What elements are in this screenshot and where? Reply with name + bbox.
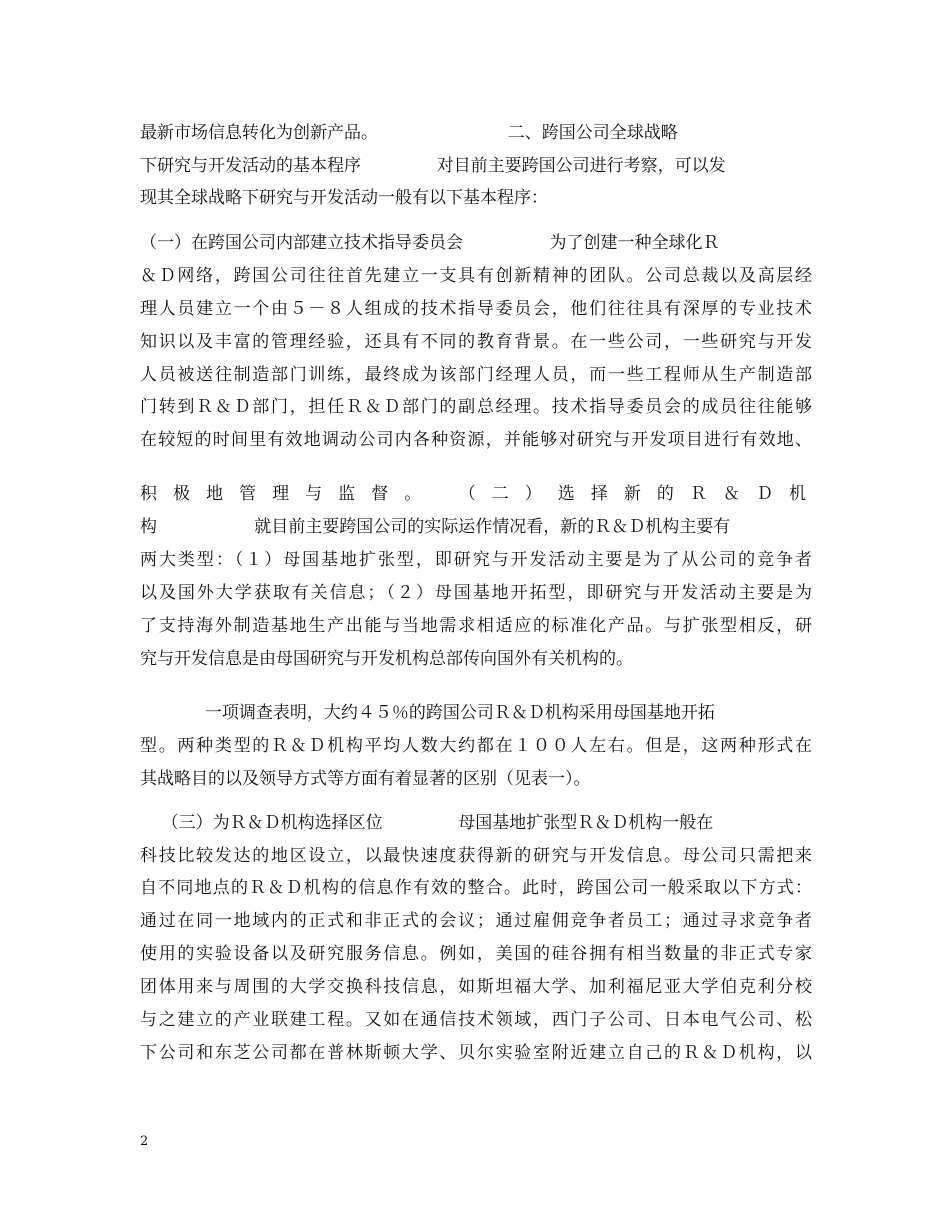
body-text-line: 门转到Ｒ＆Ｄ部门，担任Ｒ＆Ｄ部门的副总经理。技术指导委员会的成员往往能够 xyxy=(140,397,812,417)
body-text-line: 最新市场信息转化为创新产品。 二、跨国公司全球战略 xyxy=(140,123,678,143)
body-text-line: （一）在跨国公司内部建立技术指导委员会 为了创建一种全球化Ｒ xyxy=(140,233,720,253)
body-text-line: 以及国外大学获取有关信息；（２）母国基地开拓型，即研究与开发活动主要是为 xyxy=(140,583,812,603)
body-text-line: 现其全球战略下研究与开发活动一般有以下基本程序： xyxy=(140,188,548,208)
body-text-line: 两大类型：（１）母国基地扩张型，即研究与开发活动主要是为了从公司的竞争者 xyxy=(140,550,812,570)
body-text-line: 团体用来与周围的大学交换科技信息，如斯坦福大学、加利福尼亚大学伯克利分校 xyxy=(140,977,812,997)
body-text-line: 了支持海外制造基地生产出能与当地需求相适应的标准化产品。与扩张型相反，研 xyxy=(140,616,812,636)
body-text-line: 下公司和东芝公司都在普林斯顿大学、贝尔实验室附近建立自己的Ｒ＆Ｄ机构，以 xyxy=(140,1043,812,1063)
body-text-line: 科技比较发达的地区设立，以最快速度获得新的研究与开发信息。母公司只需把来 xyxy=(140,846,812,866)
body-text-line: 通过在同一地域内的正式和非正式的会议；通过雇佣竞争者员工；通过寻求竞争者 xyxy=(140,911,812,931)
body-text-line: 人员被送往制造部门训练，最终成为该部门经理人员，而一些工程师从生产制造部 xyxy=(140,365,812,385)
body-text-line: （三）为Ｒ＆Ｄ机构选择区位 母国基地扩张型Ｒ＆Ｄ机构一般在 xyxy=(140,813,714,833)
body-text-line: 其战略目的以及领导方式等方面有着显著的区别（见表一）。 xyxy=(140,769,591,789)
body-text-line: 在较短的时间里有效地调动公司内各种资源，并能够对研究与开发项目进行有效地、 xyxy=(140,430,812,450)
body-text-line: ＆Ｄ网络，跨国公司往往首先建立一支具有创新精神的团队。公司总裁以及高层经 xyxy=(140,266,812,286)
body-text-line: 理人员建立一个由５－８人组成的技术指导委员会，他们往往具有深厚的专业技术 xyxy=(140,299,812,319)
body-text-line: 知识以及丰富的管理经验，还具有不同的教育背景。在一些公司，一些研究与开发 xyxy=(140,332,812,352)
body-text-line: 自不同地点的Ｒ＆Ｄ机构的信息作有效的整合。此时，跨国公司一般采取以下方式： xyxy=(140,878,812,898)
body-text-line: 型。两种类型的Ｒ＆Ｄ机构平均人数大约都在１００人左右。但是，这两种形式在 xyxy=(140,736,812,756)
page-number: 2 xyxy=(140,1134,149,1149)
body-text-line: 与之建立的产业联建工程。又如在通信技术领域，西门子公司、日本电气公司、松 xyxy=(140,1010,812,1030)
body-text-line: 究与开发信息是由母国研究与开发机构总部传向国外有关机构的。 xyxy=(140,649,633,669)
body-text-line: 下研究与开发活动的基本程序 对目前主要跨国公司进行考察，可以发 xyxy=(140,156,726,176)
body-text-line: 积极地管理与监督。 （二）选择新的Ｒ＆Ｄ机 xyxy=(140,484,812,504)
body-text-line: 使用的实验设备以及研究服务信息。例如，美国的硅谷拥有相当数量的非正式专家 xyxy=(140,944,812,964)
body-text-line: 一项调查表明，大约４５％的跨国公司Ｒ＆Ｄ机构采用母国基地开拓 xyxy=(140,703,715,723)
body-text-line: 构 就目前主要跨国公司的实际运作情况看，新的Ｒ＆Ｄ机构主要有 xyxy=(140,517,731,537)
